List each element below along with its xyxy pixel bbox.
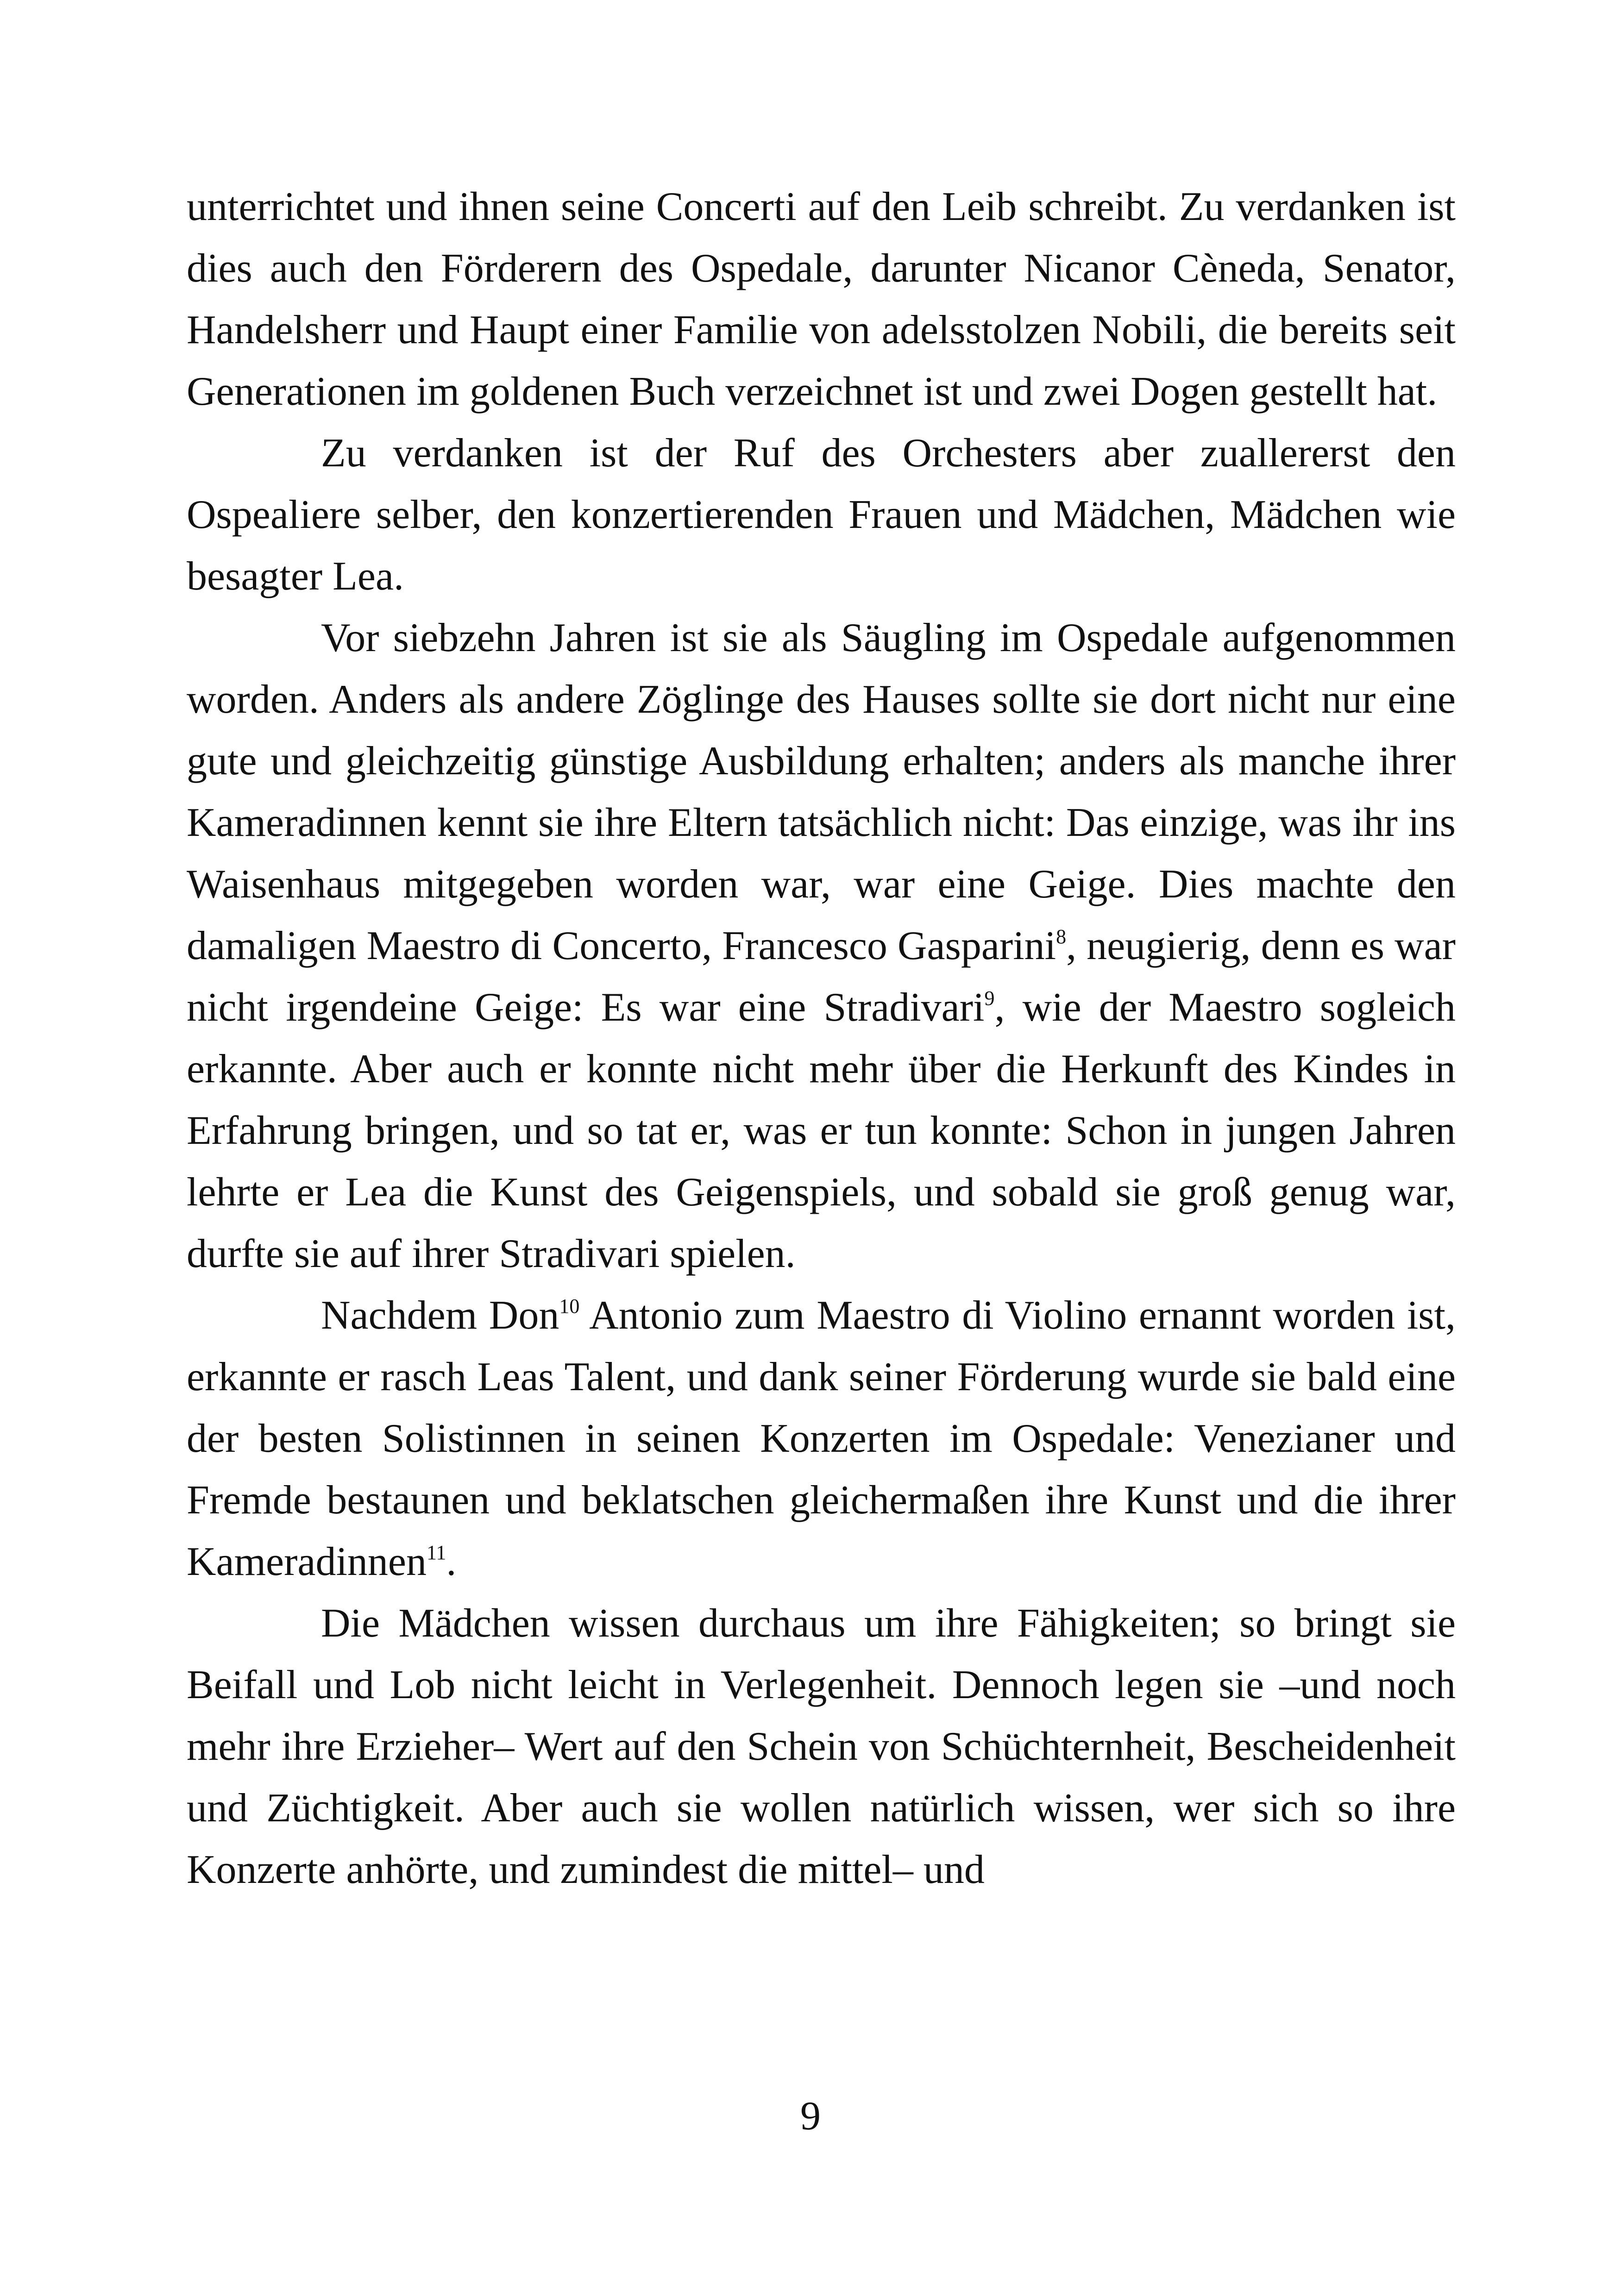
footnote-marker: 10 bbox=[559, 1295, 580, 1317]
paragraph bbox=[187, 607, 1456, 1285]
footnote-marker: 11 bbox=[427, 1541, 446, 1564]
paragraph bbox=[187, 422, 1456, 607]
paragraph-text: , wie der Maestro sogleich erkannte. Aber auch er konnte nicht mehr über die Herkunft des Kindes in Erfahrung bringen, und so tat er, was er tun konnte: Schon in jungen Jahren lehrte er Lea die Kunst des Geigenspiels, und sobald sie groß genug war, durfte sie auf ihrer Stradivari spielen. bbox=[187, 985, 1456, 1276]
paragraph-text: Vor siebzehn Jahren ist sie als Säugling im Ospedale aufgenommen worden. Anders als andere Zöglinge des Hauses sollte sie dort nicht nur eine gute und gleichzeitig günstige Ausbildung erhalten; anders als manche ihrer Kameradinnen kennt sie ihre Eltern tatsächlich nicht: Das einzige, was ihr ins Waisenhaus mitgegeben worden war, war eine Geige. Dies machte den damaligen Maestro di Concerto, Francesco Gasparini bbox=[187, 615, 1456, 968]
paragraph-text: . bbox=[446, 1539, 457, 1584]
body-text bbox=[187, 176, 1456, 1901]
paragraph-text: Zu verdanken ist der Ruf des Orchesters aber zuallererst den Ospealiere selber, den konzertierenden Frauen und Mädchen, Mädchen wie besagter Lea. bbox=[187, 431, 1456, 599]
paragraph bbox=[187, 1593, 1456, 1901]
paragraph-text: Die Mädchen wissen durchaus um ihre Fähigkeiten; so bringt sie Beifall und Lob nicht leicht in Verlegenheit. Dennoch legen sie –und noch mehr ihre Erzieher– Wert auf den Schein von Schüchternheit, Bescheidenheit und Züchtigkeit. Aber auch sie wollen natürlich wissen, wer sich so ihre Konzerte anhörte, und zumindest die mittel– und bbox=[187, 1601, 1456, 1892]
page-number: 9 bbox=[800, 2094, 821, 2139]
paragraph-text: Nachdem Don bbox=[321, 1293, 559, 1338]
paragraph-text: unterrichtet und ihnen seine Concerti auf den Leib schreibt. Zu verdanken ist dies auch den Förderern des Ospedale, darunter Nicanor Cèneda, Senator, Handelsherr und Haupt einer Familie von adelsstolzen Nobili, die bereits seit Generationen im goldenen Buch verzeichnet ist und zwei Dogen gestellt hat. bbox=[187, 184, 1456, 414]
paragraph-text: Antonio zum Maestro di Violino ernannt worden ist, erkannte er rasch Leas Talent, und dank seiner Förderung wurde sie bald eine der besten Solistinnen in seinen Konzerten im Ospedale: Venezianer und Fremde bestaunen und beklatschen gleichermaßen ihre Kunst und die ihrer Kameradinnen bbox=[187, 1293, 1456, 1584]
paragraph bbox=[187, 1285, 1456, 1593]
paragraph-text: , neugierig, denn es war nicht irgendeine Geige: Es war eine Stradivari bbox=[187, 923, 1456, 1030]
footnote-marker: 9 bbox=[984, 987, 995, 1010]
paragraph bbox=[187, 176, 1456, 422]
footnote-marker: 8 bbox=[1056, 925, 1067, 948]
